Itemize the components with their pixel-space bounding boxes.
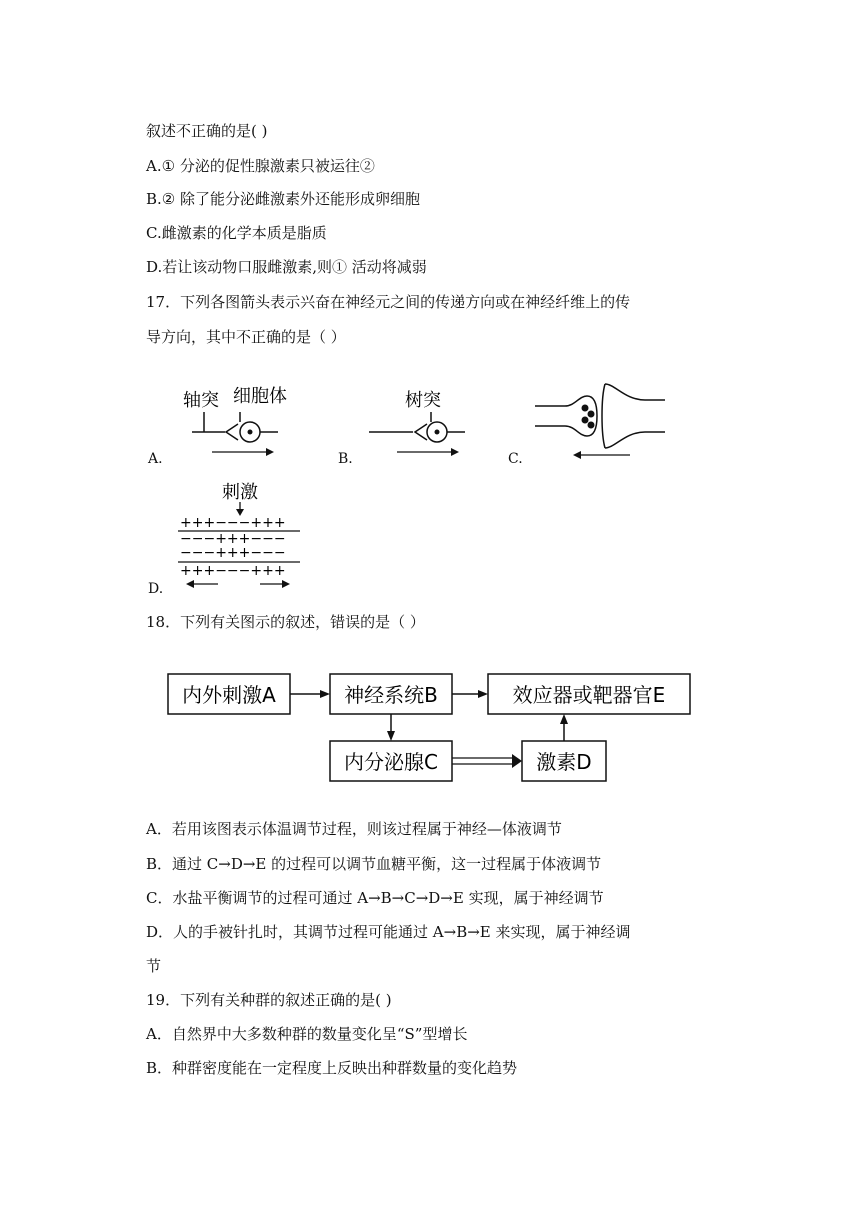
q17-fig-d-label: D. — [148, 581, 164, 597]
q19-stem: 19．下列有关种群的叙述正确的是( ) — [146, 991, 392, 1009]
q17-fig-d — [176, 480, 306, 590]
fig-d-stimulus-label: 刺激 — [222, 482, 258, 503]
q17-fig-c-label: C. — [508, 451, 523, 467]
q18-option-d-continued: 节 — [146, 957, 162, 975]
q18-option-c: C．水盐平衡调节的过程可通过 A→B→C→D→E 实现，属于神经调节 — [146, 889, 604, 907]
q17-fig-c — [535, 378, 685, 460]
box-d-label: 激素D — [536, 750, 592, 774]
q18-option-d: D．人的手被针扎时，其调节过程可能通过 A→B→E 来实现，属于神经调 — [146, 923, 631, 941]
q17-fig-b — [365, 380, 485, 460]
q19-option-a: A．自然界中大多数种群的数量变化呈“S”型增长 — [146, 1025, 468, 1043]
q16-option-b: B.② 除了能分泌雌激素外还能形成卵细胞 — [146, 190, 421, 208]
q16-option-c: C.雌激素的化学本质是脂质 — [146, 224, 327, 242]
fig-d-row-2: −−−+++−−− — [180, 531, 286, 547]
q16-option-d: D.若让该动物口服雌激素,则① 活动将减弱 — [146, 258, 427, 276]
q18-option-a: A．若用该图表示体温调节过程，则该过程属于神经—体液调节 — [146, 820, 562, 838]
q17-fig-a — [180, 380, 300, 460]
fig-d-row-1: +++−−−+++ — [180, 515, 286, 531]
q19-option-b: B．种群密度能在一定程度上反映出种群数量的变化趋势 — [146, 1059, 518, 1077]
q17-stem-line1: 17．下列各图箭头表示兴奋在神经元之间的传递方向或在神经纤维上的传 — [146, 293, 631, 311]
box-b-label: 神经系统B — [344, 683, 438, 707]
fig-a-axon-label: 轴突 — [183, 390, 219, 411]
fig-a-soma-label: 细胞体 — [233, 386, 287, 407]
q16-option-a: A.① 分泌的促性腺激素只被运往② — [146, 157, 375, 175]
q17-fig-b-label: B. — [338, 451, 353, 467]
q16-stem-tail: 叙述不正确的是( ) — [146, 122, 268, 140]
q18-flow-diagram — [160, 665, 700, 790]
box-c-label: 内分泌腺C — [344, 750, 438, 774]
q17-stem-line2: 导方向，其中不正确的是（ ） — [146, 328, 346, 346]
q18-stem: 18．下列有关图示的叙述，错误的是（ ） — [146, 613, 425, 631]
fig-d-row-4: +++−−−+++ — [180, 563, 286, 579]
box-e-label: 效应器或靶器官E — [512, 683, 666, 707]
q17-fig-a-label: A. — [148, 451, 163, 467]
fig-b-dendrite-label: 树突 — [405, 390, 441, 411]
box-a-label: 内外刺激A — [182, 683, 276, 707]
q18-option-b: B．通过 C→D→E 的过程可以调节血糖平衡，这一过程属于体液调节 — [146, 855, 602, 873]
fig-d-row-3: −−−+++−−− — [180, 545, 286, 561]
